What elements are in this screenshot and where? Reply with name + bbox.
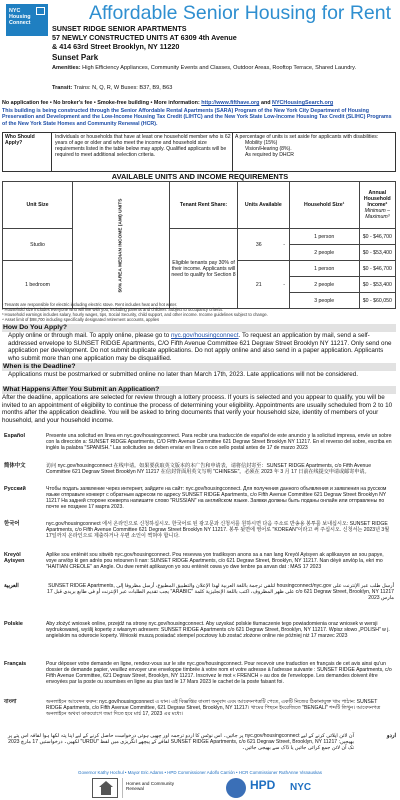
setaside-vision: Vision/Hearing (8%). — [245, 146, 292, 152]
after-submit-heading: What Happens After You Submit an Application? — [2, 386, 396, 394]
lang-text: Aby złożyć wniosek online, przejdź na stronę nyc.gov/housingconnect. Aby uzyskać polskie tłumaczenie tego powiadomienia oraz wniosek w wersji wydrukowanej, wyślij kopertę z własnym adresem: SUNSET RIDGE Apartments c/o 621 Degraw Street, Brooklyn, NY 11217. Wpisz słowo „POLISH" w j. angielskim na odwrocie koperty. Wnioski muszą posiadać stempel pocztowy lub zostać złożone online nie później niż 17 marzec 2023 — [46, 621, 390, 640]
ami-label: 50% AREA MEDIAN INCOME (AMI) UNITS — [118, 198, 124, 292]
apply-text-2: . To request an application by mail, send a self-addressed envelope to SUNSET RIDGE Apartments, C/O Fifth Avenue Committee 621 Degraw Street Brooklyn NY 11217. Only send one application per development. Do not submit duplicate applications. Do not apply online and also send in a paper application. Applicants who submit more than one application may be disqualified. — [8, 332, 392, 362]
table-row: 2 people — [289, 245, 359, 261]
housing-connect-link[interactable]: nyc.gov/housingconnect — [171, 332, 239, 339]
transit-label: Transit: — [52, 85, 73, 91]
apply-text-1: Apply online or through mail. To apply online, please go to — [8, 332, 172, 339]
nyc-seal-icon — [226, 778, 246, 798]
footer — [0, 770, 400, 800]
fair-housing-logo — [92, 778, 118, 798]
address-line: & 414 63rd Street Brooklyn, NY 11220 — [52, 42, 180, 51]
header-ami — [73, 182, 170, 309]
header-household-size: Household Size¹ — [289, 182, 359, 229]
lang-text: آن لائن اپلائی کرنے کے لیے nyc.gov/housingconnect پر جائیں۔ اس نوٹس کا اردو ترجمہ اور چھپی ہوئی درخواست حاصل کرنے کے لیے اپنا پتہ لکھا ہوا لفافہ اس پتے پر بھیجیں: SUNSET RIDGE Apartments, c/o 621 Degraw Street, Brooklyn, NY 11217 لفافے کے پیچھے انگریزی میں لفظ "URDU" لکھیں۔ درخواستیں 17 مارچ 2023 تک آن لائن جمع کرائی جائیں یا ڈاک سے بھیجی جائیں۔ — [7, 733, 354, 752]
after-submit-section — [2, 386, 396, 424]
table-row: 3 people — [289, 293, 359, 309]
who-label: Who Should Apply? — [5, 134, 35, 146]
setaside-dhcr: As required by DHCR — [245, 152, 294, 158]
amenities-label: Amenities: — [52, 65, 81, 71]
lang-name: 한국어 — [4, 521, 20, 527]
page-title: Affordable Senior Housing for Rent — [88, 2, 392, 24]
table-row: 1 person — [289, 229, 359, 245]
income-subheader: Minimum – Maximum³ — [364, 208, 391, 220]
how-to-apply-body — [2, 332, 396, 362]
after-submit-text: After the deadline, applications are selected for review through a lottery process. If yours is selected and you appear to qualify, you will be invited to an appointment of eligibility to continue the process of determining your eligibility. Appointments are usually scheduled from 2 to 10 months after the application deadline. You will be asked to bring documents that verify your household size, identity of members of your household, and your household income. — [2, 394, 393, 424]
table-row: 1 person — [289, 261, 359, 277]
amenities-text: High Efficiency Appliances, Community Events and Classes, Outdoor Areas, Rooftop Terrace, Shared Laundry. — [82, 65, 357, 71]
lang-name: বাংলা — [4, 699, 17, 705]
deadline-section — [2, 363, 396, 379]
units-line: 57 NEWLY CONSTRUCTED UNITS AT 6309 4th Avenue — [52, 33, 237, 42]
table-row: $0 - $46,700 — [359, 261, 395, 277]
table-row: $0 - $53,400 — [359, 277, 395, 293]
hcr-logo: Homes and Community Renewal — [122, 778, 180, 798]
nychousingsearch-link[interactable]: NYCHousingSearch.org — [272, 100, 334, 106]
header-units-available: Units Available — [238, 182, 290, 229]
nyc-logo: NYC — [290, 782, 312, 793]
lang-name: Polskie — [4, 621, 23, 627]
lang-text: Presente una solicitud en línea en nyc.gov/housingconnect. Para recibir una traducción de español de este anuncio y la solicitud impresa, envíe un sobre con la dirección a: SUNSET RIDGE Apartments, C/O Fifth Avenue Committee 621 Degraw Street Brooklyn NY 11217. En el reverso del sobre, escriba en inglés la palabra "SPANISH." Las solicitudes se deben enviar en línea o con sello postal antes de 17 de marzo 2023 — [46, 433, 392, 452]
studio-dash: - — [280, 229, 290, 261]
table-row: $0 - $46,700 — [359, 229, 395, 245]
lang-name: Español — [4, 433, 25, 439]
studio-units: 36 — [238, 229, 280, 261]
deadline-heading: When is the Deadline? — [2, 363, 396, 371]
how-to-apply-heading: How Do You Apply? — [2, 324, 396, 332]
neighborhood: Sunset Park — [52, 53, 99, 62]
deadline-text: Applications must be postmarked or submitted online no later than March 17th, 2023. Late applications will not be considered. — [8, 371, 359, 378]
lang-text: Aplike sou entènèt sou sitwèb nyc.gov/housingconnect. Pou resevwa yon tradiksyon anons sa a nan lang Kreyòl Ayisyen ak aplikasyon an sou papye, voye anvlòp ki gen adrès pou retounen li nan: SUNSET RIDGE Apartments, c/o 621 Degraw Street, Brooklyn, NY 11217. Nan dèyè anvlòp la, ekri mo "HAITIAN CREOLE" an Angle. Ou dwe remèt aplikasyon yo sou entènèt oswa yo dwe tenbre pa anvan dat : MAS 17 2023 — [46, 552, 384, 571]
income-header: Annual Household Income² — [363, 190, 391, 208]
onebed-dash: - — [280, 261, 290, 309]
lang-name: العربية — [4, 583, 19, 589]
table-row: $0 - $60,050 — [359, 293, 395, 309]
unit-studio: Studio — [3, 229, 73, 261]
lang-text: Чтобы подать заявление через интернет, зайдите на сайт: nyc.gov/housingconnect. Для получения данного объявления и заявления на русском языке отправьте конверт с обратным адресом по адресу SUNSET RIDGE Apartments, c/o Fifth Avenue Committee 621 Degraw Street Brooklyn NY 11217 На задней стороне конверта напишите слово "RUSSIAN" на английском языке. Заявки должны быть поданы онлайн или отправлены по почте не позднее 17 марта 2023. — [46, 486, 387, 511]
logo-line1: NYC — [9, 8, 21, 14]
transit — [52, 85, 172, 91]
header-income — [359, 182, 395, 229]
table-row: 2 people — [289, 277, 359, 293]
how-to-apply-section — [2, 324, 396, 362]
lang-name: اردو — [386, 733, 396, 739]
onebed-units: 21 — [238, 261, 280, 309]
units-table-title: AVAILABLE UNITS AND INCOME REQUIREMENTS — [111, 172, 289, 181]
who-criteria: Individuals or households that have at least one household member who is 62 years of age or older and who meet the income and household size requirements listed in the table below may apply. Qualified applicants will be required to meet additional selection criteria. — [55, 134, 231, 158]
header-rent-share: Tenant Rent Share: — [170, 182, 238, 229]
officials-line: Governor Kathy Hochul • Mayor Eric Adams • HPD Commissioner Adolfo Carrión • HCR Commissioner RuthAnne Visnauskas — [78, 770, 322, 775]
fee-bullets — [0, 100, 400, 106]
logo-line2: Housing — [9, 14, 31, 20]
program-description: This building is being constructed through the Senior Affordable Rental Apartments (SARA) Program of the New York City Department of Housing Preservation and Development and the Low-Income Housing Tax Credit (LIHTC) and the New York State Low-Income Housing Tax Credit (SLIHC) Programs of the New York State Homes and Community Renewal (HCR). — [2, 108, 392, 127]
footnote: ³ Household earnings includes salary, hourly wages, tips, Social Security, child support, and other income. Income guidelines subject to change. — [2, 312, 268, 317]
header-unit-size: Unit Size — [3, 182, 73, 229]
lang-name: 简体中文 — [4, 463, 26, 469]
setaside-intro: A percentage of units is set aside for applicants with disabilities: — [235, 134, 379, 140]
setaside-mobility: Mobility (15%) — [245, 140, 278, 146]
footnote: ² Household size includes everyone who will live with you, including parents and children. Subject to occupancy criteria. — [2, 307, 223, 312]
house-icon — [36, 7, 45, 15]
logo-line3: Connect — [9, 20, 31, 26]
transit-text: Trains: N, Q, R, W Buses: B37, B9, B63 — [73, 85, 173, 91]
divider — [51, 133, 52, 171]
footnote: ¹ Tenants are responsible for electric including electric stove. Rent includes heat and hot water. — [2, 302, 178, 307]
unit-one-bedroom: 1 bedroom — [3, 261, 73, 309]
lang-name: Français — [4, 661, 27, 667]
lang-text: Pour déposer votre demande en ligne, rendez-vous sur le site nyc.gov/housingconnect. Pour recevoir une traduction en français de cet avis ainsi qu'un dossier de demande papier, veuillez envoyer une enveloppe timbrée à votre nom et votre adresse à l'adresse suivante : SUNSET RIDGE Apartments, c/o Fifth Avenue Committee, 621 Degraw Street, Brooklyn, NY 11217. Inscrivez le mot « FRENCH » au dos de l'enveloppe. Les demandes doivent être envoyées par la poste ou soumises en ligne au plus tard le 17 Mars 2023 le cachet de la poste faisant foi. — [46, 661, 392, 686]
nyc-housing-connect-logo — [6, 4, 48, 36]
lang-name: Pусский — [4, 486, 26, 492]
lang-text: অনলাইনে আবেদন করুন: nyc.gov/housingconnect এ যান। এই বিজ্ঞপ্তির বাংলা অনুবাদ এবং আবেদনপত্রটি পেতে, একটি নিজের ঠিকানাযুক্ত খাম পাঠান: SUNSET RIDGE Apartments, c/o Fifth Avenue Committee, 621 Degraw Street, Brooklyn, NY 11217। খামের পিছনে ইংরেজিতে "BENGALI" শব্দটি লিখুন। আবেদনপত্র অনলাইনে অথবা ডাকযোগে জমা দিতে হবে মার্চ 17, 2023 এর মধ্যে। — [46, 699, 381, 718]
amenities — [52, 65, 396, 72]
units-income-table — [2, 181, 396, 309]
lang-text: أرسل طلب عبر الإنترنت على housingconnect/nyc.gov لتلقي ترجمة باللغة العربية لهذا الإعلان والتطبيق المطبوع، أرسل مظروفا إلى SUNSET RIDGE Apartments, c/o 621 Degraw Street, Brooklyn, NY 11217 على ظهر المظروف، اكتب باللغة الإنجليزية كلمة "ARABIC" يجب تقديم الطلبات عبر الإنترنت أو في طابع بريدي قبل 17 مارس 2023 — [47, 583, 394, 602]
divider — [232, 133, 233, 171]
footnote: ⁴ Asset limit of $98,700 including specifically designated retirement accounts, applies — [2, 317, 160, 322]
disability-setaside — [235, 134, 395, 158]
hpd-logo: HPD — [250, 778, 276, 792]
bullets-text: No application fee • No broker's fee • Smoke-free building • More information: — [2, 100, 200, 106]
fifthave-link[interactable]: http://www.fifthave.org — [201, 100, 260, 106]
bullets-and: and — [260, 100, 271, 106]
building-name: SUNSET RIDGE SENIOR APARTMENTS — [52, 24, 187, 33]
who-should-apply-box — [2, 132, 396, 172]
lang-text: 访问 nyc.gov/housingconnect 在线申请。如果要获取英文版本的本广告和申请表，请将信封寄至：SUNSET RIDGE Apartments, c/o Fifth Avenue Committee 621 Degraw Street Brooklyn NY 11217 在信封背面用英文写明 "CHINESE"。必须在 2023 年 3 月 17 日前在线提交申请或邮寄申请。 — [46, 463, 372, 476]
lang-text: nyc.gov/housingconnect 에서 온라인으로 신청하십시오. 한국어로 된 광고문과 신청서를 원하시면 다음 주소로 반송용 봉투를 보내십시오: SUNSET RIDGE Apartments, c/o Fifth Avenue Committee 621 Degraw Street Brooklyn NY 11217. 봉투 뒷면에 영어로 "KOREAN"이라고 써 주십시오. 신청서는 2023년 3월 17일까지 온라인으로 제출하거나 우편 소인이 찍혀야 합니다. — [46, 521, 390, 540]
table-row: $0 - $53,400 — [359, 245, 395, 261]
table-footnotes — [2, 302, 396, 322]
lang-name: Kreyòl Ayisyen — [4, 552, 25, 565]
rent-share-text: Eligible tenants pay 30% of their income. Applicants will need to qualify for Section 8 — [170, 229, 238, 309]
